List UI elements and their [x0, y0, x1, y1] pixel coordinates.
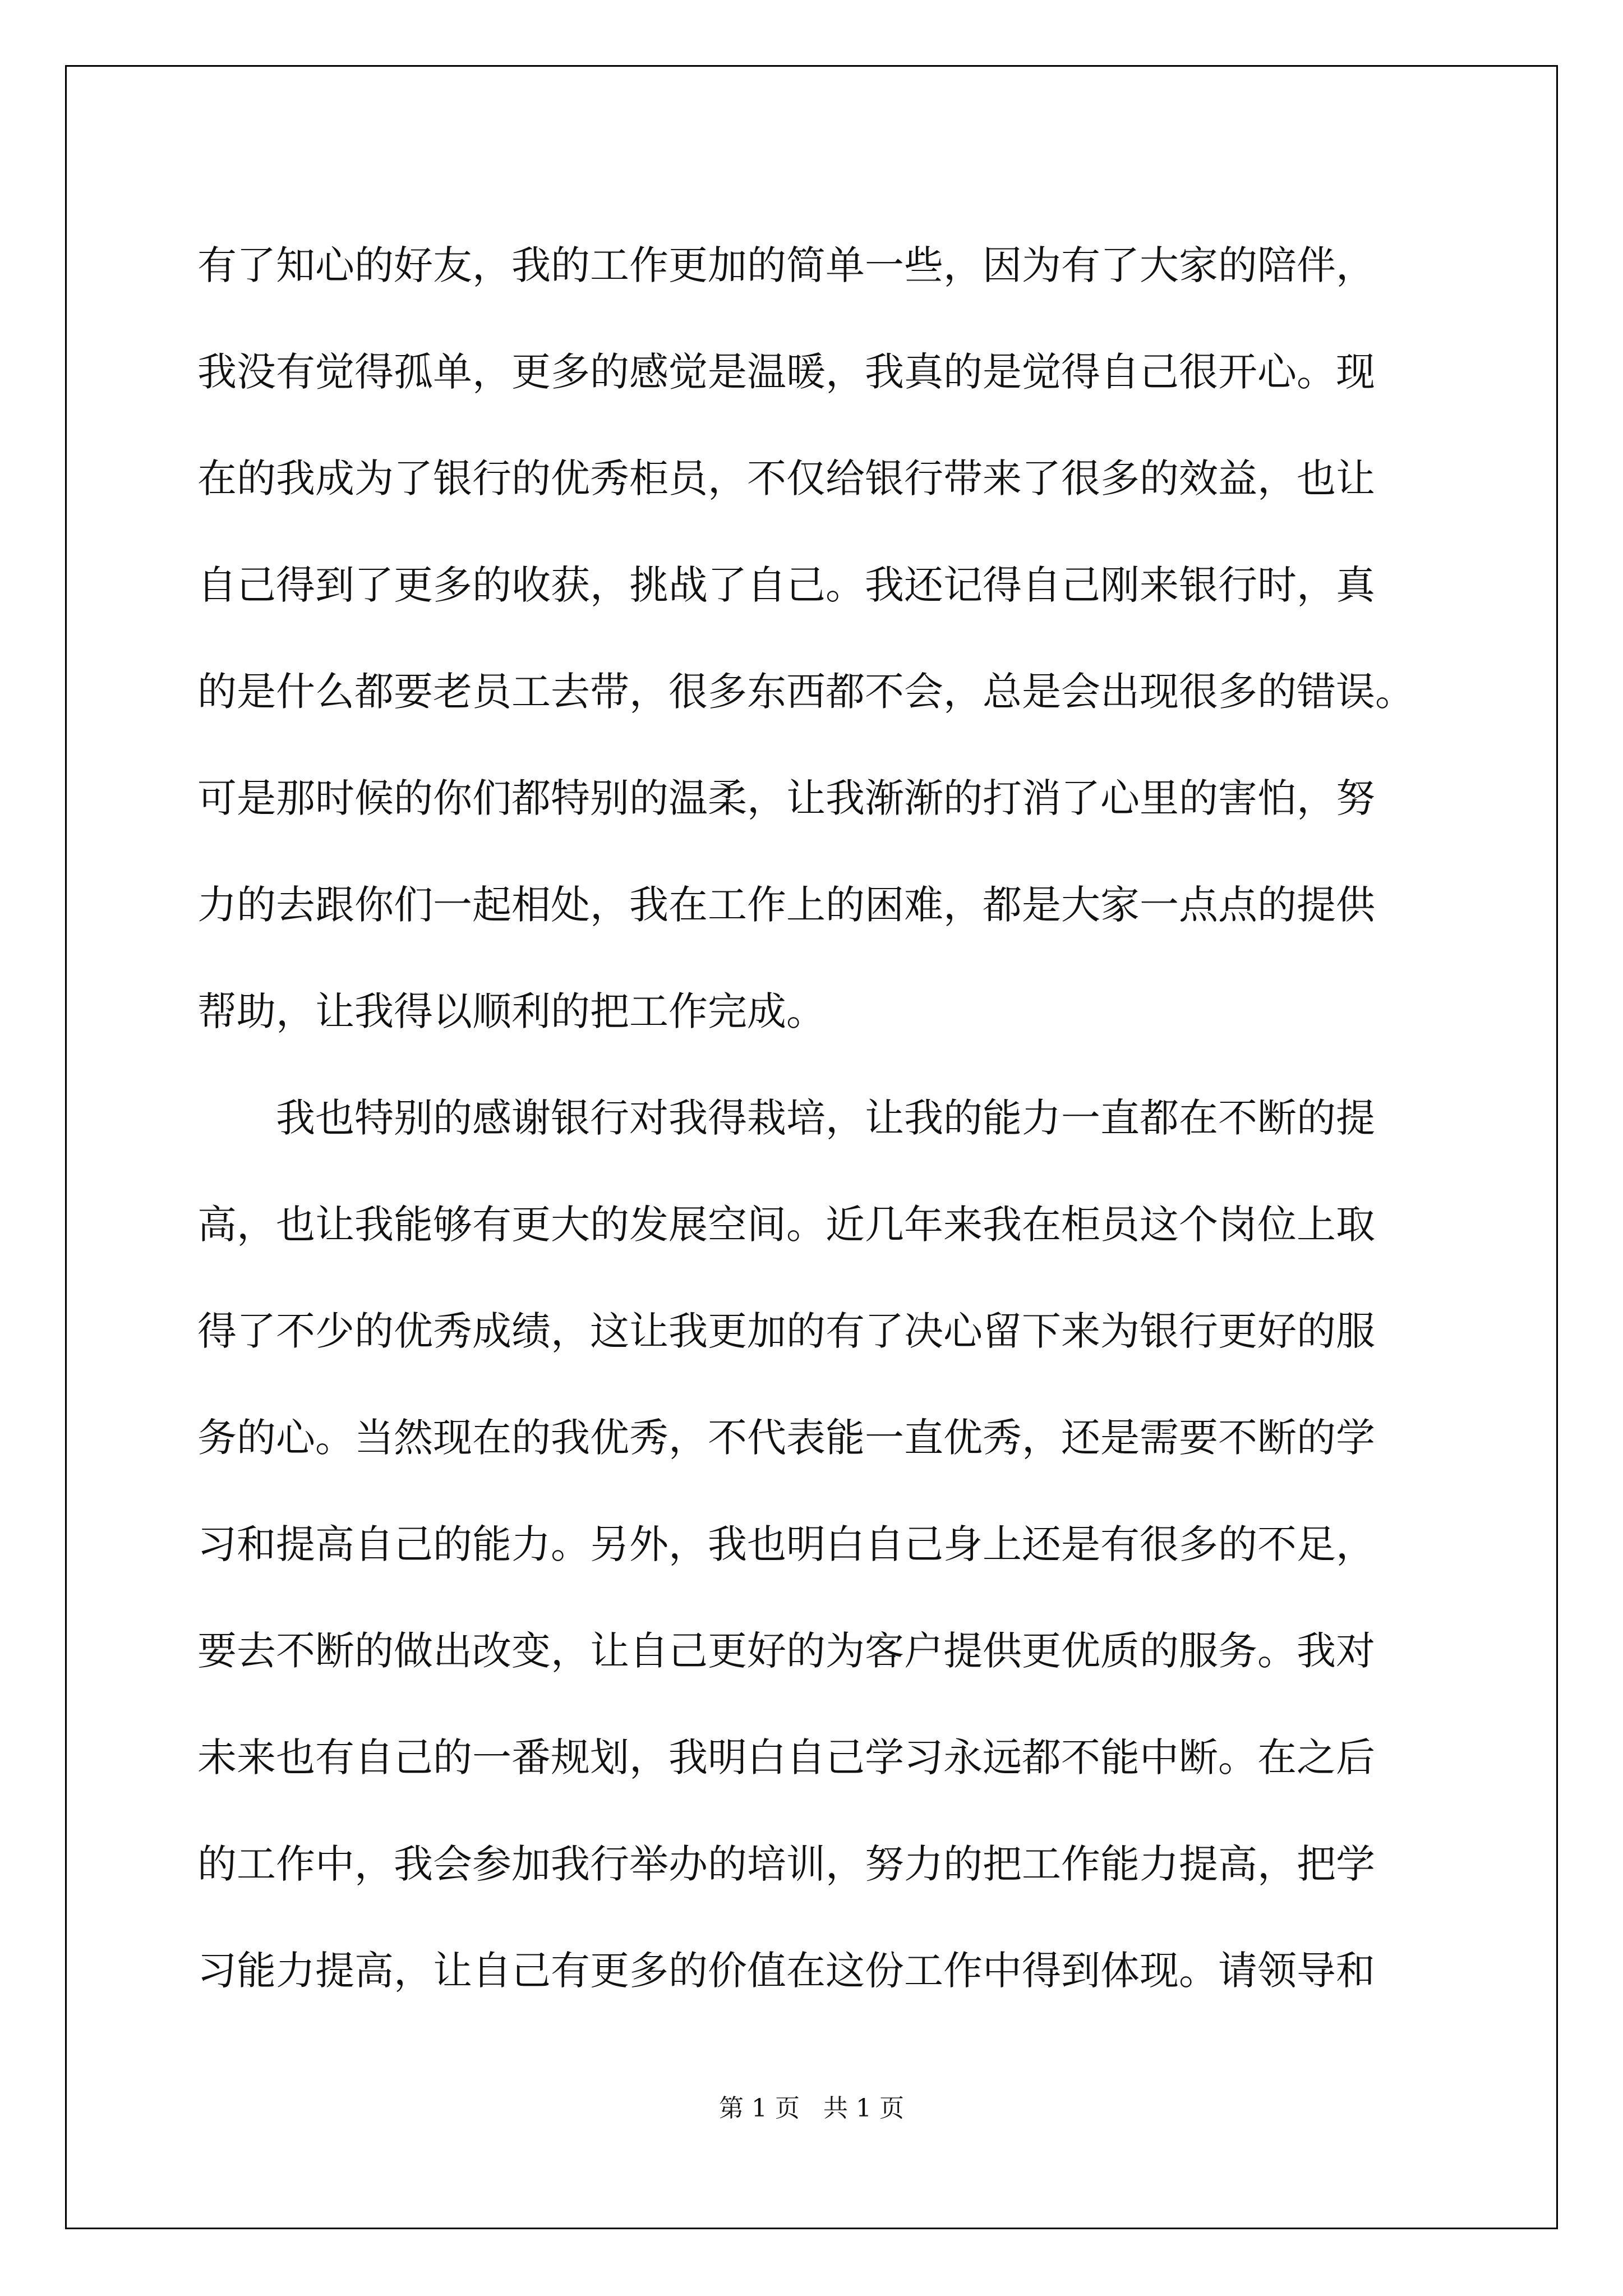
text-line: 的是什么都要老员工去带，很多东西都不会，总是会出现很多的错误。: [197, 669, 1414, 715]
text-line: 得了不少的优秀成绩，这让我更加的有了决心留下来为银行更好的服: [197, 1308, 1375, 1354]
text-line: 习和提高自己的能力。另外，我也明白自己身上还是有很多的不足，: [197, 1521, 1375, 1567]
text-line: 我也特别的感谢银行对我得栽培，让我的能力一直都在不断的提: [276, 1095, 1375, 1141]
text-line: 要去不断的做出改变，让自己更好的为客户提供更优质的服务。我对: [197, 1628, 1375, 1674]
text-line: 未来也有自己的一番规划，我明白自己学习永远都不能中断。在之后: [197, 1734, 1375, 1780]
text-line: 的工作中，我会参加我行举办的培训，努力的把工作能力提高，把学: [197, 1841, 1375, 1887]
text-line: 自己得到了更多的收获，挑战了自己。我还记得自己刚来银行时，真: [197, 562, 1375, 608]
text-line: 力的去跟你们一起相处，我在工作上的困难，都是大家一点点的提供: [197, 882, 1375, 928]
text-line: 我没有觉得孤单，更多的感觉是温暖，我真的是觉得自己很开心。现: [197, 349, 1375, 395]
document-body: [197, 212, 1448, 2024]
text-line: 有了知心的好友，我的工作更加的简单一些，因为有了大家的陪伴，: [197, 242, 1375, 288]
text-line: 在的我成为了银行的优秀柜员，不仅给银行带来了很多的效益，也让: [197, 455, 1375, 501]
text-line: 高，也让我能够有更大的发展空间。近几年来我在柜员这个岗位上取: [197, 1202, 1375, 1248]
text-line: 可是那时候的你们都特别的温柔，让我渐渐的打消了心里的害怕，努: [197, 775, 1375, 821]
page-footer: 第 1 页 共 1 页: [719, 2094, 904, 2123]
text-line: 习能力提高，让自己有更多的价值在这份工作中得到体现。请领导和: [197, 1948, 1375, 1994]
text-line: 帮助，让我得以顺利的把工作完成。: [197, 988, 826, 1034]
text-line: 务的心。当然现在的我优秀，不代表能一直优秀，还是需要不断的学: [197, 1415, 1375, 1461]
